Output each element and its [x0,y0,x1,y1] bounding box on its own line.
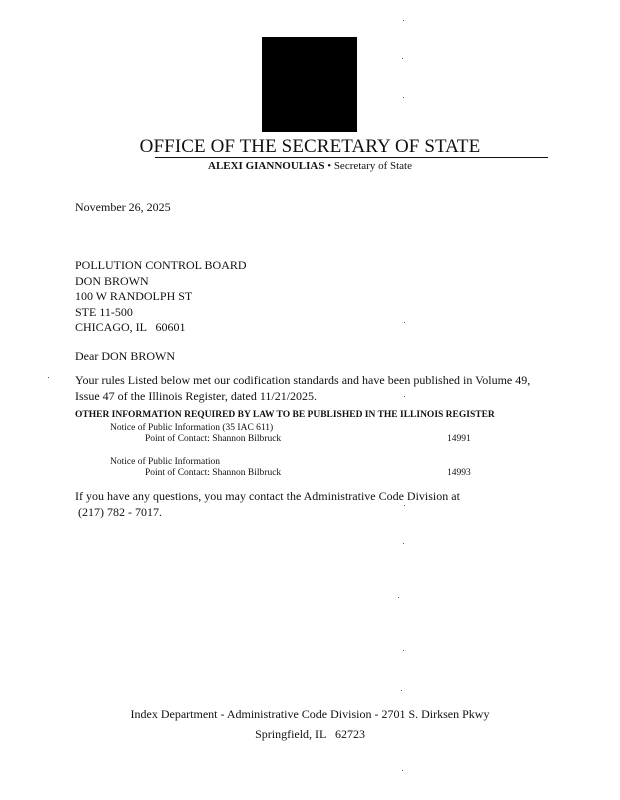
scan-speck [403,20,404,21]
recipient-name: DON BROWN [75,273,149,288]
body-paragraph [75,373,545,404]
section-heading: OTHER INFORMATION REQUIRED BY LAW TO BE PUBLISHED IN THE ILLINOIS REGISTER [75,410,495,420]
recipient-street: 100 W RANDOLPH ST [75,289,193,303]
scan-speck [403,650,404,651]
notice-contact: Point of Contact: Shannon Bilbruck [145,468,282,478]
recipient-suite: STE 11-500 [75,304,133,319]
separator-dot: • [327,160,332,172]
office-title: OFFICE OF THE SECRETARY OF STATE [139,136,481,157]
scan-speck [403,97,404,98]
recipient-address [75,258,247,336]
footer-city: Springfield, IL 62723 [255,727,365,741]
scan-speck [404,396,405,397]
body-line: Issue 47 of the Illinois Register, dated 11/21/2025. [75,388,318,403]
notice-title: Notice of Public Information [110,457,221,467]
recipient-organization: POLLUTION CONTROL BOARD [75,258,247,272]
secretary-title: Secretary of State [333,160,412,172]
scan-speck [404,322,405,323]
secretary-name: ALEXI GIANNOULIAS [208,160,325,172]
footer-address: Index Department - Administrative Code Division - 2701 S. Dirksen Pkwy [130,707,490,721]
closing-paragraph [75,489,460,520]
body-line: Your rules Listed below met our codification standards and have been published in Volume 49, [75,373,531,387]
notice-title: Notice of Public Information (35 IAC 611) [110,423,274,433]
letterhead-divider [155,157,548,158]
letter-date: November 26, 2025 [75,200,171,214]
scan-speck [401,690,402,691]
closing-line: If you have any questions, you may contact the Administrative Code Division at [75,489,460,503]
phone-number: (217) 782 - 7017. [75,504,162,519]
notice-number: 14991 [447,434,471,444]
state-seal-icon [262,37,357,132]
notice-number: 14993 [447,468,471,478]
scan-speck [403,543,404,544]
scan-speck [402,770,403,771]
recipient-city: CHICAGO, IL 60601 [75,320,186,334]
scan-speck [404,505,405,506]
notice-contact: Point of Contact: Shannon Bilbruck [145,434,282,444]
scan-speck [48,377,49,378]
scan-speck [398,597,399,598]
letterhead-subtitle [0,160,620,172]
scan-speck [402,58,403,59]
salutation: Dear DON BROWN [75,349,175,363]
